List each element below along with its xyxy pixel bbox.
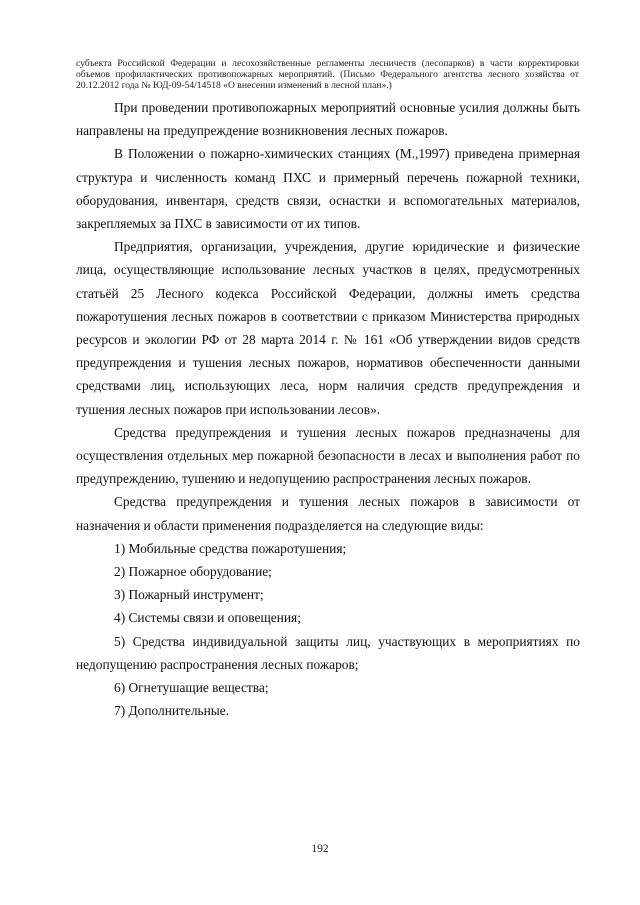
paragraph: В Положении о пожарно-химических станциях (М.,1997) приведена примерная структура и численность команд ПХС и примерный перечень пожарной техники, оборудования, инвентаря, средств связи, оснастки и вспомогательных материалов, закрепляемых за ПХС в зависимости от их типов.: [76, 146, 580, 232]
list-item: 1) Мобильные средства пожаротушения;: [114, 540, 347, 556]
body-text: [76, 96, 580, 722]
paragraph: Предприятия, организации, учреждения, другие юридические и физические лица, осуществляющие использование лесных участков в целях, предусмотренных статьёй 25 Лесного кодекса Российской Федерации, должны иметь средства пожаротушения лесных пожаров в соответствии с приказом Министерства природных ресурсов и экологии РФ от 28 марта 2014 г. № 161 «Об утверждении видов средств предупреждения и тушения лесных пожаров, нормативов обеспеченности данными средствами лиц, использующих леса, норм наличия средств предупреждения и тушения лесных пожаров при использовании лесов».: [76, 239, 580, 417]
paragraph: При проведении противопожарных мероприятий основные усилия должны быть направлены на предупреждение возникновения лесных пожаров.: [76, 100, 580, 139]
page-number: 192: [311, 843, 329, 855]
list-item: 4) Системы связи и оповещения;: [114, 610, 301, 626]
list-item: 2) Пожарное оборудование;: [114, 564, 272, 580]
list-item: 3) Пожарный инструмент;: [114, 587, 264, 603]
list-item: 5) Средства индивидуальной защиты лиц, участвующих в мероприятиях по недопущению распространения лесных пожаров;: [76, 633, 580, 672]
paragraph: Средства предупреждения и тушения лесных пожаров в зависимости от назначения и области применения подразделяется на следующие виды:: [76, 494, 580, 533]
paragraph: Средства предупреждения и тушения лесных пожаров предназначены для осуществления отдельных мер пожарной безопасности в лесах и выполнения работ по предупреждению, тушению и недопущению распространения лесных пожаров.: [76, 424, 580, 487]
list-item: 6) Огнетушащие вещества;: [114, 680, 269, 696]
list-item: 7) Дополнительные.: [114, 703, 230, 719]
footnote-text: субъекта Российской Федерации и лесохозяйственные регламенты лесничеств (лесопарков) в части корректировки объемов профилактических противопожарных мероприятий. (Письмо Федерального агентства лесного хозяйства от 20.12.2012 года № ЮД-09-54/14518 «О внесении изменений в лесной план».): [76, 58, 579, 91]
